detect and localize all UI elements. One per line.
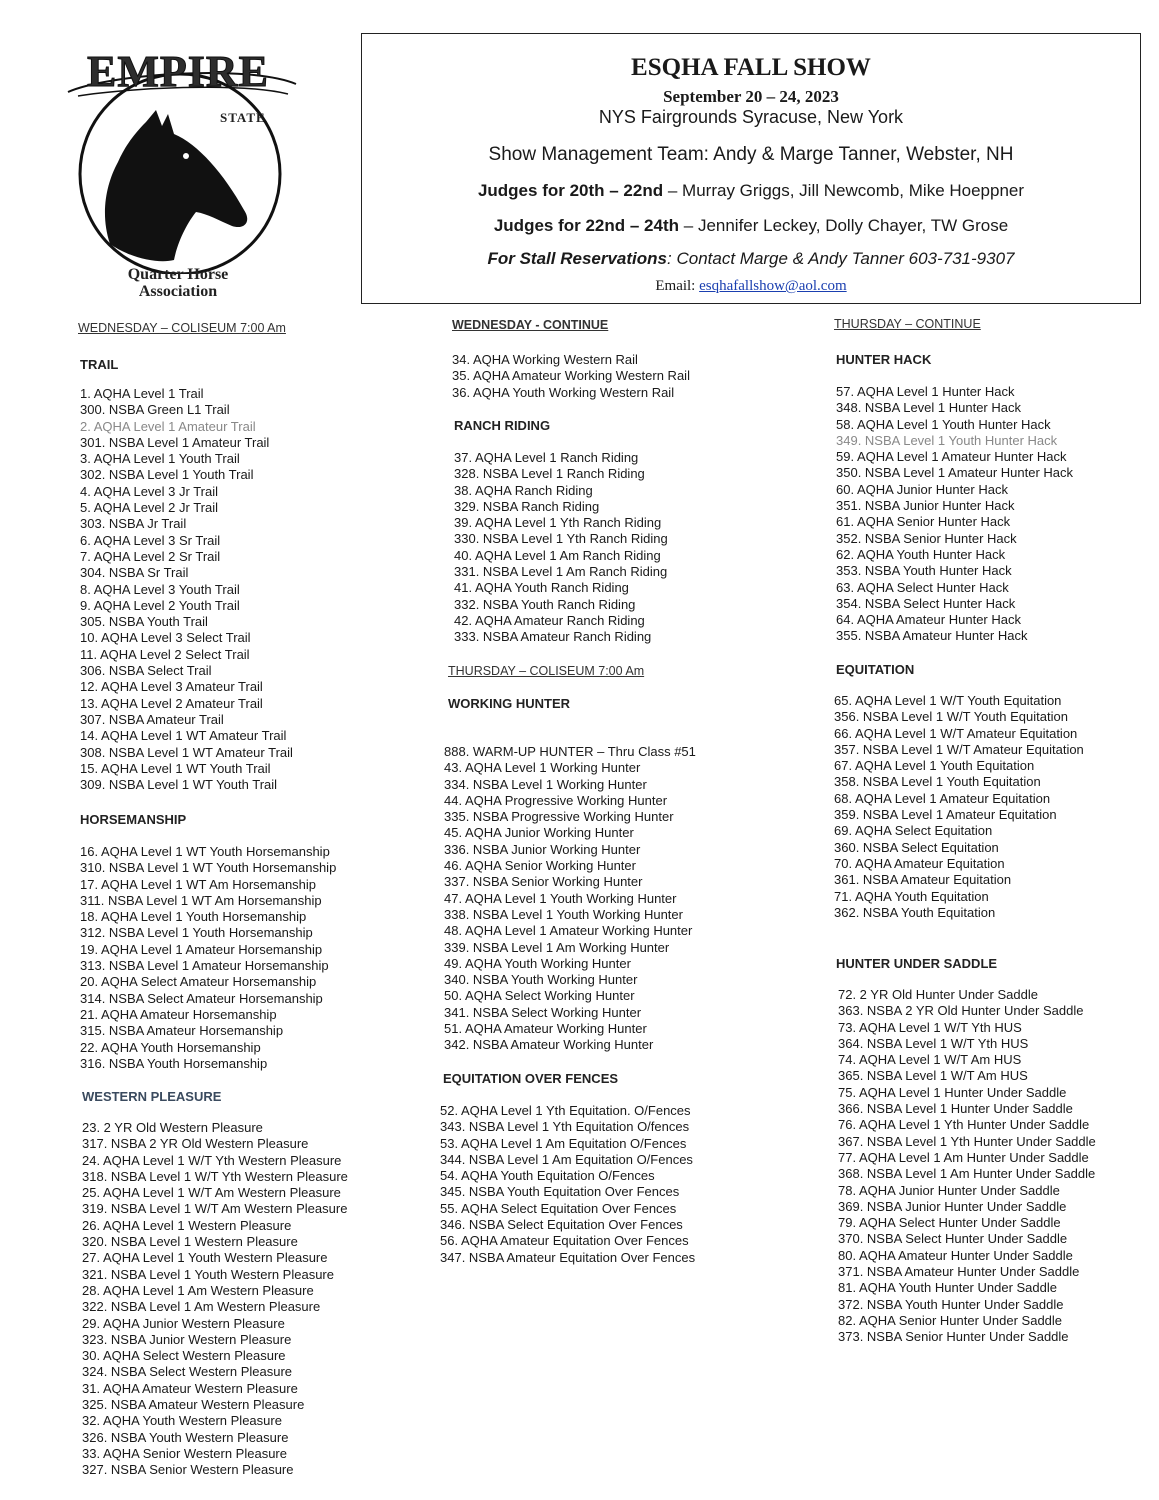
class-list-item: 2. AQHA Level 1 Amateur Trail <box>80 418 256 434</box>
logo-title: EMPIRE <box>87 47 269 96</box>
class-list-item: 32. AQHA Youth Western Pleasure <box>82 1413 282 1429</box>
class-list-item: 5. AQHA Level 2 Jr Trail <box>80 500 219 516</box>
class-list-item: 334. NSBA Level 1 Working Hunter <box>444 776 647 792</box>
class-list-item: 370. NSBA Select Hunter Under Saddle <box>838 1231 1068 1247</box>
class-list-item: 373. NSBA Senior Hunter Under Saddle <box>838 1329 1069 1345</box>
class-list-item: 310. NSBA Level 1 WT Youth Horsemanship <box>80 860 337 876</box>
class-list-item: 354. NSBA Select Hunter Hack <box>836 595 1016 611</box>
class-list-item: 313. NSBA Level 1 Amateur Horsemanship <box>80 958 329 974</box>
class-list-item: 19. AQHA Level 1 Amateur Horsemanship <box>80 941 323 957</box>
class-list-item: 337. NSBA Senior Working Hunter <box>444 874 643 890</box>
class-list-item: 316. NSBA Youth Horsemanship <box>80 1055 268 1071</box>
logo-state-label: STATE <box>220 110 266 125</box>
section-equitation-over-fences-title: EQUITATION OVER FENCES <box>443 1071 619 1086</box>
class-list-item: 331. NSBA Level 1 Am Ranch Riding <box>454 564 668 580</box>
class-list-item: 28. AQHA Level 1 Am Western Pleasure <box>82 1282 314 1298</box>
class-list-item: 79. AQHA Select Hunter Under Saddle <box>838 1215 1061 1231</box>
class-list-item: 72. 2 YR Old Hunter Under Saddle <box>838 987 1038 1002</box>
class-list-item: 75. AQHA Level 1 Hunter Under Saddle <box>838 1084 1067 1100</box>
class-list-item: 308. NSBA Level 1 WT Amateur Trail <box>80 744 293 760</box>
class-list-item: 325. NSBA Amateur Western Pleasure <box>82 1397 305 1413</box>
class-list-item: 21. AQHA Amateur Horsemanship <box>80 1006 277 1022</box>
day-heading-thursday: THURSDAY – COLISEUM 7:00 Am <box>448 664 645 678</box>
class-list-item: 349. NSBA Level 1 Youth Hunter Hack <box>836 432 1058 448</box>
class-list-item: 1. AQHA Level 1 Trail <box>80 386 204 401</box>
class-list-item: 63. AQHA Select Hunter Hack <box>836 579 1009 595</box>
class-list-item: 61. AQHA Senior Hunter Hack <box>836 514 1011 530</box>
class-list-item: 344. NSBA Level 1 Am Equitation O/Fences <box>440 1151 693 1167</box>
class-list-item: 306. NSBA Select Trail <box>80 663 212 679</box>
class-list-item: 330. NSBA Level 1 Yth Ranch Riding <box>454 531 668 547</box>
class-list-item: 328. NSBA Level 1 Ranch Riding <box>454 466 645 482</box>
section-western-pleasure-title: WESTERN PLEASURE <box>82 1089 222 1104</box>
class-list-item: 357. NSBA Level 1 W/T Amateur Equitation <box>834 741 1084 757</box>
class-list-item: 45. AQHA Junior Working Hunter <box>444 825 634 841</box>
class-list-item: 66. AQHA Level 1 W/T Amateur Equitation <box>834 725 1078 741</box>
class-list-item: 353. NSBA Youth Hunter Hack <box>836 563 1012 579</box>
class-list-item: 364. NSBA Level 1 W/T Yth HUS <box>838 1035 1029 1051</box>
class-list-item: 343. NSBA Level 1 Yth Equitation O/fences <box>440 1119 690 1135</box>
class-list-item: 35. AQHA Amateur Working Western Rail <box>452 368 690 384</box>
judges-first-label: Judges for 20th – 22nd <box>477 181 664 200</box>
class-list-item: 369. NSBA Junior Hunter Under Saddle <box>838 1198 1067 1214</box>
class-list-item: 342. NSBA Amateur Working Hunter <box>444 1037 654 1053</box>
class-list-item: 352. NSBA Senior Hunter Hack <box>836 530 1017 546</box>
hunter-under-saddle-class-list <box>838 987 1096 1346</box>
class-list-item: 11. AQHA Level 2 Select Trail <box>80 646 250 662</box>
class-list-item: 302. NSBA Level 1 Youth Trail <box>80 467 254 483</box>
class-list-item: 321. NSBA Level 1 Youth Western Pleasure <box>82 1266 334 1282</box>
class-list-item: 336. NSBA Junior Working Hunter <box>444 841 641 857</box>
class-list-item: 338. NSBA Level 1 Youth Working Hunter <box>444 906 683 922</box>
class-list-item: 351. NSBA Junior Hunter Hack <box>836 498 1015 514</box>
class-list-item: 368. NSBA Level 1 Am Hunter Under Saddle <box>838 1166 1096 1182</box>
section-ranch-riding-title: RANCH RIDING <box>454 418 551 433</box>
class-list-item: 300. NSBA Green L1 Trail <box>80 402 230 418</box>
class-list-item: 366. NSBA Level 1 Hunter Under Saddle <box>838 1101 1073 1117</box>
class-list-item: 82. AQHA Senior Hunter Under Saddle <box>838 1312 1063 1328</box>
class-list-item: 41. AQHA Youth Ranch Riding <box>454 580 629 596</box>
trail-class-list <box>80 386 293 793</box>
show-management: Show Management Team: Andy & Marge Tanner, Webster, NH <box>488 144 1014 165</box>
logo-subtitle <box>48 266 308 300</box>
class-list-item: 22. AQHA Youth Horsemanship <box>80 1039 261 1055</box>
class-list-item: 68. AQHA Level 1 Amateur Equitation <box>834 790 1051 806</box>
class-list-item: 371. NSBA Amateur Hunter Under Saddle <box>838 1264 1080 1280</box>
email-label: Email: <box>655 278 696 294</box>
day-heading-wednesday: WEDNESDAY – COLISEUM 7:00 Am <box>78 321 286 335</box>
day-heading-wednesday-continue: WEDNESDAY - CONTINUE <box>452 318 609 332</box>
western-pleasure-class-list <box>82 1120 348 1479</box>
class-list-item: 67. AQHA Level 1 Youth Equitation <box>834 758 1035 774</box>
class-list-item: 36. AQHA Youth Working Western Rail <box>452 384 675 400</box>
class-list-item: 312. NSBA Level 1 Youth Horsemanship <box>80 925 313 941</box>
class-list-item: 64. AQHA Amateur Hunter Hack <box>836 612 1021 628</box>
class-list-item: 29. AQHA Junior Western Pleasure <box>82 1315 285 1331</box>
class-list-item: 62. AQHA Youth Hunter Hack <box>836 546 1006 562</box>
class-list-item: 18. AQHA Level 1 Youth Horsemanship <box>80 909 307 925</box>
section-hunter-under-saddle-title: HUNTER UNDER SADDLE <box>836 956 998 971</box>
class-list-item: 81. AQHA Youth Hunter Under Saddle <box>838 1280 1057 1296</box>
email-link[interactable]: esqhafallshow@aol.com <box>699 278 847 294</box>
class-list-item: 355. NSBA Amateur Hunter Hack <box>836 628 1028 644</box>
class-list-item: 314. NSBA Select Amateur Horsemanship <box>80 990 323 1006</box>
class-list-item: 26. AQHA Level 1 Western Pleasure <box>82 1217 292 1233</box>
class-list-item: 332. NSBA Youth Ranch Riding <box>454 596 636 612</box>
class-list-item: 25. AQHA Level 1 W/T Am Western Pleasure <box>82 1185 341 1201</box>
class-list-item: 23. 2 YR Old Western Pleasure <box>82 1120 263 1135</box>
class-list-item: 56. AQHA Amateur Equitation Over Fences <box>440 1233 689 1249</box>
class-list-item: 40. AQHA Level 1 Am Ranch Riding <box>454 547 661 563</box>
class-list-item: 31. AQHA Amateur Western Pleasure <box>82 1380 298 1396</box>
equitation-class-list <box>834 693 1084 921</box>
class-list-item: 322. NSBA Level 1 Am Western Pleasure <box>82 1299 321 1315</box>
class-list-item: 339. NSBA Level 1 Am Working Hunter <box>444 939 670 955</box>
class-list-item: 9. AQHA Level 2 Youth Trail <box>80 597 240 613</box>
class-list-item: 888. WARM-UP HUNTER – Thru Class #51 <box>444 744 696 759</box>
class-list-item: 360. NSBA Select Equitation <box>834 839 999 855</box>
class-list-item: 14. AQHA Level 1 WT Amateur Trail <box>80 728 287 744</box>
class-list-item: 320. NSBA Level 1 Western Pleasure <box>82 1234 298 1250</box>
class-list-item: 71. AQHA Youth Equitation <box>834 888 989 904</box>
class-list-item: 307. NSBA Amateur Trail <box>80 711 224 727</box>
class-list-item: 17. AQHA Level 1 WT Am Horsemanship <box>80 876 317 892</box>
judges-second-names: Jennifer Leckey, Dolly Chayer, TW Grose <box>697 216 1009 235</box>
class-list-item: 24. AQHA Level 1 W/T Yth Western Pleasure <box>82 1152 342 1168</box>
class-list-item: 77. AQHA Level 1 Am Hunter Under Saddle <box>838 1149 1089 1165</box>
stall-reservations: For Stall Reservations: Contact Marge & Andy Tanner 603-731-9307 <box>487 249 1015 268</box>
class-list-item: 326. NSBA Youth Western Pleasure <box>82 1429 289 1445</box>
class-list-item: 315. NSBA Amateur Horsemanship <box>80 1023 284 1039</box>
class-list-item: 76. AQHA Level 1 Yth Hunter Under Saddle <box>838 1117 1090 1133</box>
class-list-item: 335. NSBA Progressive Working Hunter <box>444 809 674 825</box>
class-list-item: 46. AQHA Senior Working Hunter <box>444 858 636 874</box>
judges-first-names: Murray Griggs, Jill Newcomb, Mike Hoeppner <box>682 181 1025 200</box>
class-list-item: 78. AQHA Junior Hunter Under Saddle <box>838 1182 1060 1198</box>
class-list-item: 3. AQHA Level 1 Youth Trail <box>80 451 240 467</box>
class-list-item: 367. NSBA Level 1 Yth Hunter Under Saddle <box>838 1133 1096 1149</box>
class-list-item: 51. AQHA Amateur Working Hunter <box>444 1021 647 1037</box>
show-dates: September 20 – 24, 2023 <box>663 87 839 106</box>
class-list-item: 55. AQHA Select Equitation Over Fences <box>440 1200 677 1216</box>
working-hunter-class-list <box>444 744 696 1054</box>
section-equitation-title: EQUITATION <box>836 662 915 677</box>
hunter-hack-class-list <box>836 384 1073 645</box>
class-list-item: 57. AQHA Level 1 Hunter Hack <box>836 384 1015 399</box>
section-hunter-hack-title: HUNTER HACK <box>836 352 932 367</box>
email-line <box>362 278 1140 295</box>
class-list-item: 333. NSBA Amateur Ranch Riding <box>454 629 652 645</box>
class-list-item: 69. AQHA Select Equitation <box>834 823 993 839</box>
section-trail-title: TRAIL <box>80 357 119 372</box>
class-list-item: 303. NSBA Jr Trail <box>80 516 187 532</box>
class-list-item: 318. NSBA Level 1 W/T Yth Western Pleasure <box>82 1168 348 1184</box>
class-list-item: 52. AQHA Level 1 Yth Equitation. O/Fences <box>440 1103 691 1118</box>
class-list-item: 341. NSBA Select Working Hunter <box>444 1004 642 1020</box>
class-list-item: 329. NSBA Ranch Riding <box>454 498 600 514</box>
show-title: ESQHA FALL SHOW <box>631 54 871 81</box>
show-info-box <box>361 33 1141 304</box>
class-list-item: 47. AQHA Level 1 Youth Working Hunter <box>444 890 677 906</box>
class-list-item: 359. NSBA Level 1 Amateur Equitation <box>834 807 1057 823</box>
class-list-item: 6. AQHA Level 3 Sr Trail <box>80 532 221 548</box>
class-list-item: 327. NSBA Senior Western Pleasure <box>82 1462 294 1478</box>
ranch-riding-class-list <box>454 450 668 646</box>
class-list-item: 348. NSBA Level 1 Hunter Hack <box>836 400 1021 416</box>
class-list-item: 34. AQHA Working Western Rail <box>452 352 638 367</box>
class-list-item: 358. NSBA Level 1 Youth Equitation <box>834 774 1041 790</box>
class-list-item: 16. AQHA Level 1 WT Youth Horsemanship <box>80 844 330 859</box>
show-venue: NYS Fairgrounds Syracuse, New York <box>598 107 904 127</box>
judges-first-half: Judges for 20th – 22nd – Murray Griggs, Jill Newcomb, Mike Hoeppner <box>477 181 1025 200</box>
association-logo <box>48 44 308 304</box>
class-list-item: 70. AQHA Amateur Equitation <box>834 855 1005 871</box>
logo-subtitle-line1: Quarter Horse <box>127 266 229 283</box>
class-list-item: 8. AQHA Level 3 Youth Trail <box>80 581 240 597</box>
class-list-item: 59. AQHA Level 1 Amateur Hunter Hack <box>836 449 1067 465</box>
class-list-item: 20. AQHA Select Amateur Horsemanship <box>80 974 317 990</box>
day-heading-thursday-continue: THURSDAY – CONTINUE <box>834 317 981 331</box>
judges-second-half: Judges for 22nd – 24th – Jennifer Leckey, Dolly Chayer, TW Grose <box>493 216 1009 235</box>
class-list-item: 309. NSBA Level 1 WT Youth Trail <box>80 777 278 793</box>
class-list-item: 323. NSBA Junior Western Pleasure <box>82 1331 292 1347</box>
class-list-item: 362. NSBA Youth Equitation <box>834 904 996 920</box>
horsemanship-class-list <box>80 844 336 1072</box>
class-list-item: 363. NSBA 2 YR Old Hunter Under Saddle <box>838 1003 1084 1019</box>
class-list-item: 350. NSBA Level 1 Amateur Hunter Hack <box>836 465 1074 481</box>
class-list-item: 38. AQHA Ranch Riding <box>454 482 593 498</box>
class-list-item: 356. NSBA Level 1 W/T Youth Equitation <box>834 709 1068 725</box>
class-list-item: 30. AQHA Select Western Pleasure <box>82 1348 286 1364</box>
equitation-over-fences-class-list <box>440 1103 695 1266</box>
class-list-item: 319. NSBA Level 1 W/T Am Western Pleasure <box>82 1201 348 1217</box>
judges-second-label: Judges for 22nd – 24th <box>493 216 680 235</box>
class-list-item: 345. NSBA Youth Equitation Over Fences <box>440 1184 680 1200</box>
class-list-item: 27. AQHA Level 1 Youth Western Pleasure <box>82 1250 328 1266</box>
class-list-item: 50. AQHA Select Working Hunter <box>444 988 635 1004</box>
class-list-item: 347. NSBA Amateur Equitation Over Fences <box>440 1249 696 1265</box>
class-list-item: 7. AQHA Level 2 Sr Trail <box>80 548 221 564</box>
class-list-item: 340. NSBA Youth Working Hunter <box>444 972 638 988</box>
class-list-item: 42. AQHA Amateur Ranch Riding <box>454 612 645 628</box>
class-list-item: 37. AQHA Level 1 Ranch Riding <box>454 450 639 465</box>
class-list-item: 311. NSBA Level 1 WT Am Horsemanship <box>80 892 322 908</box>
class-list-item: 33. AQHA Senior Western Pleasure <box>82 1445 287 1461</box>
class-list-item: 301. NSBA Level 1 Amateur Trail <box>80 434 270 450</box>
class-list-item: 361. NSBA Amateur Equitation <box>834 872 1012 888</box>
class-list-item: 15. AQHA Level 1 WT Youth Trail <box>80 760 271 776</box>
section-working-hunter-title: WORKING HUNTER <box>448 696 571 711</box>
class-list-item: 60. AQHA Junior Hunter Hack <box>836 481 1008 497</box>
working-western-rail-list <box>452 352 690 401</box>
class-list-item: 43. AQHA Level 1 Working Hunter <box>444 760 641 776</box>
class-list-item: 372. NSBA Youth Hunter Under Saddle <box>838 1296 1064 1312</box>
class-list-item: 304. NSBA Sr Trail <box>80 565 189 581</box>
class-list-item: 12. AQHA Level 3 Amateur Trail <box>80 679 263 695</box>
class-list-item: 39. AQHA Level 1 Yth Ranch Riding <box>454 515 662 531</box>
section-horsemanship-title: HORSEMANSHIP <box>80 812 187 827</box>
class-list-item: 346. NSBA Select Equitation Over Fences <box>440 1217 683 1233</box>
class-list-item: 48. AQHA Level 1 Amateur Working Hunter <box>444 923 693 939</box>
class-list-item: 54. AQHA Youth Equitation O/Fences <box>440 1168 655 1184</box>
class-list-item: 317. NSBA 2 YR Old Western Pleasure <box>82 1136 309 1152</box>
class-list-item: 324. NSBA Select Western Pleasure <box>82 1364 293 1380</box>
class-list-item: 49. AQHA Youth Working Hunter <box>444 955 631 971</box>
class-list-item: 365. NSBA Level 1 W/T Am HUS <box>838 1068 1028 1084</box>
class-list-item: 53. AQHA Level 1 Am Equitation O/Fences <box>440 1135 687 1151</box>
class-list-item: 10. AQHA Level 3 Select Trail <box>80 630 251 646</box>
stall-label: For Stall Reservations <box>487 249 667 268</box>
logo-subtitle-line2: Association <box>138 283 218 300</box>
class-list-item: 73. AQHA Level 1 W/T Yth HUS <box>838 1019 1022 1035</box>
class-list-item: 58. AQHA Level 1 Youth Hunter Hack <box>836 416 1051 432</box>
class-list-item: 44. AQHA Progressive Working Hunter <box>444 792 668 808</box>
class-list-item: 74. AQHA Level 1 W/T Am HUS <box>838 1052 1022 1068</box>
class-list-item: 13. AQHA Level 2 Amateur Trail <box>80 695 263 711</box>
stall-contact: Contact Marge & Andy Tanner 603-731-9307 <box>676 249 1015 268</box>
class-list-item: 80. AQHA Amateur Hunter Under Saddle <box>838 1247 1073 1263</box>
class-list-item: 4. AQHA Level 3 Jr Trail <box>80 483 219 499</box>
class-list-item: 65. AQHA Level 1 W/T Youth Equitation <box>834 693 1062 708</box>
class-list-item: 305. NSBA Youth Trail <box>80 614 208 630</box>
